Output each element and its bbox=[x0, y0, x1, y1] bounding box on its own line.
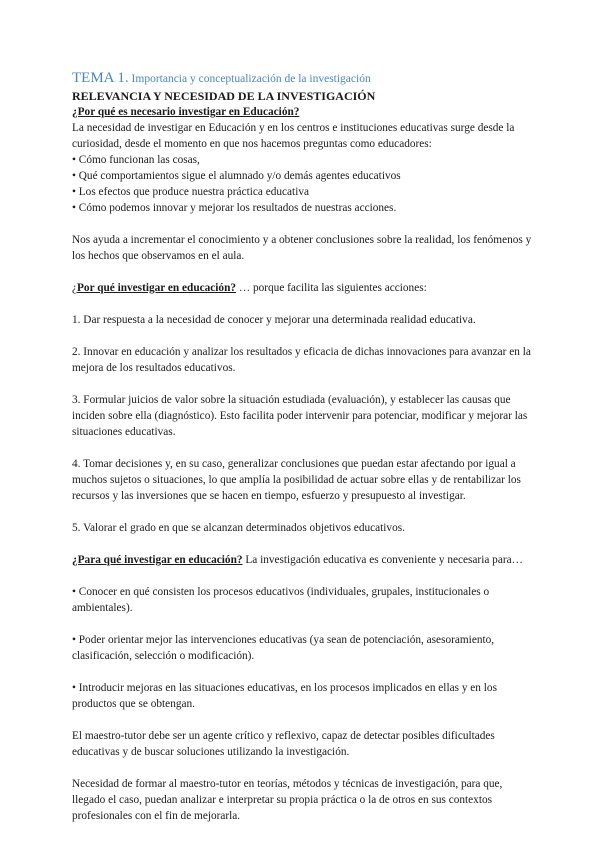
intro-paragraph-line: los hechos que observamos en el aula. bbox=[72, 250, 245, 262]
closing-paragraph-cont: profesionales con el fin de mejorarla. bbox=[72, 810, 241, 822]
para-que-item-cont: clasificación, selección o modificación). bbox=[72, 650, 255, 662]
por-que-item-cont: inciden sobre ella (diagnóstico). Esto facilita poder intervenir para potenciar, modificar y mejorar las bbox=[72, 410, 528, 422]
intro-bullet: • Cómo podemos innovar y mejorar los resultados de nuestras acciones. bbox=[72, 202, 397, 214]
por-que-prefix: ¿ bbox=[72, 282, 78, 294]
para-que-question: ¿Para qué investigar en educación? bbox=[72, 554, 243, 566]
por-que-item-cont: mejora de los resultados educativos. bbox=[72, 362, 236, 374]
document-body bbox=[72, 70, 532, 824]
tema-title: Importancia y conceptualización de la investigación bbox=[131, 73, 371, 85]
para-que-rest: La investigación educativa es conveniente y necesaria para… bbox=[242, 554, 523, 566]
section-title: RELEVANCIA Y NECESIDAD DE LA INVESTIGACIÓN bbox=[72, 89, 376, 103]
por-que-heading bbox=[72, 280, 532, 296]
por-que-item: 4. Tomar decisiones y, en su caso, generalizar conclusiones que puedan estar afectando por igual a bbox=[72, 458, 516, 470]
para-que-item-cont: ambientales). bbox=[72, 602, 133, 614]
intro-line: curiosidad, desde el momento en que nos hacemos preguntas como educadores: bbox=[72, 138, 432, 150]
intro-bullet: • Qué comportamientos sigue el alumnado y/o demás agentes educativos bbox=[72, 170, 401, 182]
intro-paragraph-line: Nos ayuda a incrementar el conocimiento y a obtener conclusiones sobre la realidad, los fenómenos y bbox=[72, 234, 532, 246]
intro-bullet: • Cómo funcionan las cosas, bbox=[72, 154, 200, 166]
closing-paragraph-cont: educativas y de buscar soluciones utilizando la investigación. bbox=[72, 746, 350, 758]
para-que-heading bbox=[72, 552, 532, 568]
closing-paragraph-cont: llegado el caso, puedan analizar e interpretar su propia práctica o la de otros en sus contextos bbox=[72, 794, 493, 806]
intro-question: ¿Por qué es necesario investigar en Educación? bbox=[72, 106, 300, 118]
por-que-item: 2. Innovar en educación y analizar los resultados y eficacia de dichas innovaciones para avanzar en la bbox=[72, 346, 531, 358]
por-que-item: 5. Valorar el grado en que se alcanzan determinados objetivos educativos. bbox=[72, 522, 405, 534]
para-que-item: • Conocer en qué consisten los procesos educativos (individuales, grupales, institucionales o bbox=[72, 586, 490, 598]
por-que-item: 3. Formular juicios de valor sobre la situación estudiada (evaluación), y establecer las causas que bbox=[72, 394, 511, 406]
closing-paragraph: El maestro-tutor debe ser un agente crítico y reflexivo, capaz de detectar posibles dificultades bbox=[72, 730, 495, 742]
intro-line: La necesidad de investigar en Educación y en los centros e instituciones educativas surge desde la bbox=[72, 122, 515, 134]
por-que-question: Por qué investigar en educación? bbox=[77, 282, 237, 294]
por-que-item-cont: recursos y las inversiones que se hacen en tiempo, esfuerzo y presupuesto al investigar. bbox=[72, 490, 466, 502]
por-que-rest: … porque facilita las siguientes acciones: bbox=[236, 282, 427, 294]
para-que-item: • Poder orientar mejor las intervenciones educativas (ya sean de potenciación, asesoramiento, bbox=[72, 634, 495, 646]
por-que-item-cont: muchos sujetos o situaciones, lo que amplía la posibilidad de actuar sobre ellas y de rentabilizar los bbox=[72, 474, 521, 486]
por-que-item: 1. Dar respuesta a la necesidad de conocer y mejorar una determinada realidad educativa. bbox=[72, 314, 476, 326]
tema-number: TEMA 1. bbox=[72, 70, 129, 86]
tema-heading bbox=[72, 70, 532, 87]
por-que-item-cont: situaciones educativas. bbox=[72, 426, 176, 438]
para-que-item-cont: productos que se obtengan. bbox=[72, 698, 195, 710]
closing-paragraph: Necesidad de formar al maestro-tutor en teorías, métodos y técnicas de investigación, para que, bbox=[72, 778, 503, 790]
intro-bullet: • Los efectos que produce nuestra práctica educativa bbox=[72, 186, 309, 198]
para-que-item: • Introducir mejoras en las situaciones educativas, en los procesos implicados en ellas y en los bbox=[72, 682, 497, 694]
